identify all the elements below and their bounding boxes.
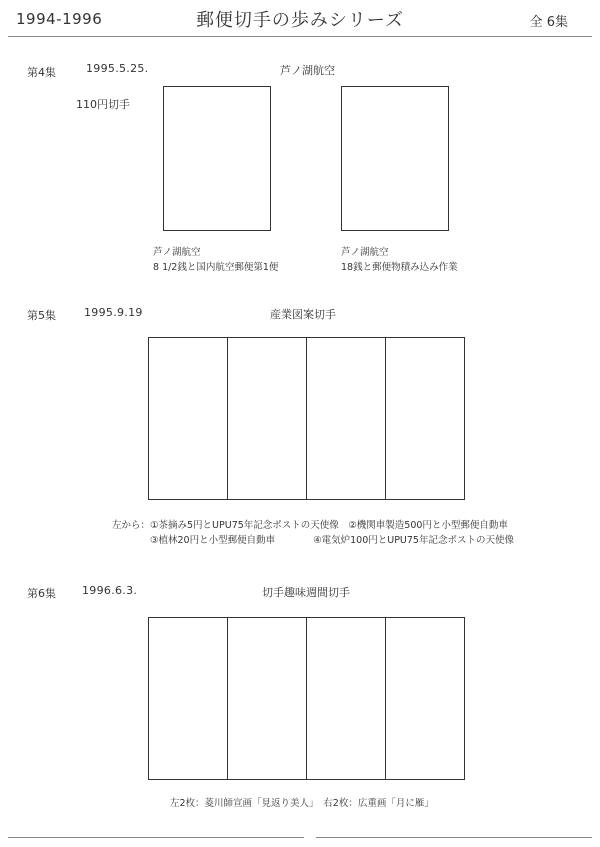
- footer-divider-left: [8, 837, 304, 838]
- stamp-frame-6-4: [385, 617, 465, 780]
- stamp-frame-6-1: [148, 617, 228, 780]
- page-title: 郵便切手の歩みシリーズ: [195, 10, 405, 31]
- stamp-frame-6-2: [227, 617, 307, 780]
- stamp-block-5: [148, 337, 464, 500]
- stamp-frame-5-2: [227, 337, 307, 500]
- stamp-caption-4-1-line2: 8 1/2銭と国内航空郵便第1便: [153, 262, 279, 273]
- section-6-title: 切手趣味週間切手: [262, 586, 350, 599]
- section-4-date: 1995.5.25.: [86, 62, 149, 75]
- stamp-block-6: [148, 617, 464, 780]
- stamp-frame-4-2: [341, 86, 449, 231]
- series-total: 全 6集: [529, 15, 568, 30]
- section-5-title: 産業図案切手: [270, 308, 336, 321]
- stamp-caption-4-2-line1: 芦ノ湖航空: [341, 247, 389, 258]
- stamp-frame-4-1: [163, 86, 271, 231]
- section-5-date: 1995.9.19: [84, 306, 143, 319]
- footer-divider-right: [316, 837, 592, 838]
- series-years: 1994-1996: [16, 10, 103, 28]
- section-4-note: 110円切手: [76, 98, 130, 111]
- section-5-number: 第5集: [27, 309, 56, 322]
- section-4-number: 第4集: [27, 66, 56, 79]
- stamp-caption-6: 左2枚：菱川師宣画「見返り美人」 右2枚：広重画「月に雁」: [170, 798, 434, 809]
- stamp-frame-5-1: [148, 337, 228, 500]
- stamp-frame-5-4: [385, 337, 465, 500]
- stamp-caption-4-2: [341, 245, 458, 275]
- stamp-caption-5-line1: 左から：①茶摘み5円とUPU75年記念ポストの天使像 ②機関車製造500円と小型郵便自動車: [112, 520, 508, 531]
- section-4-title: 芦ノ湖航空: [280, 64, 335, 77]
- stamp-frame-5-3: [306, 337, 386, 500]
- stamp-caption-4-2-line2: 18銭と郵便物積み込み作業: [341, 262, 458, 273]
- stamp-caption-5-line2: ③植林20円と小型郵便自動車 ④電気炉100円とUPU75年記念ポストの天使像: [150, 535, 514, 546]
- stamp-frame-6-3: [306, 617, 386, 780]
- header-divider: [8, 36, 592, 37]
- stamp-caption-4-1: [153, 245, 278, 275]
- section-6-number: 第6集: [27, 587, 56, 600]
- section-6-date: 1996.6.3.: [82, 584, 138, 597]
- stamp-caption-4-1-line1: 芦ノ湖航空: [153, 247, 201, 258]
